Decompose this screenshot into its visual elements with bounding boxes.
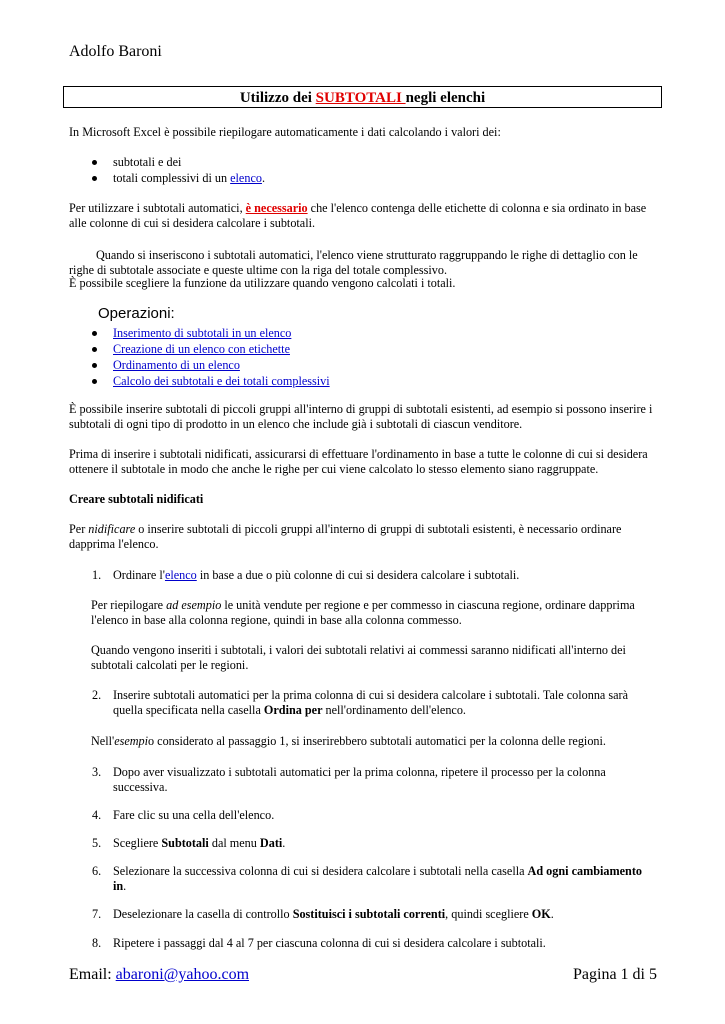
operations-heading: Operazioni:: [98, 305, 175, 322]
bullet-icon: [92, 176, 97, 181]
step-7: [92, 907, 652, 922]
text: o considerato al passaggio 1, si inserirebbero subtotali automatici per la colonna delle regioni.: [148, 734, 606, 748]
step-text: Fare clic su una cella dell'elenco.: [113, 808, 275, 822]
section-heading: Creare subtotali nidificati: [69, 492, 204, 506]
bold-text: Sostituisci i subtotali correnti: [292, 907, 446, 921]
list-item: [92, 154, 265, 170]
email-label: Email:: [69, 966, 116, 983]
sort-paragraph: Prima di inserire i subtotali nidificati, assicurarsi di effettuare l'ordinamento in base a tutte le colonne di cui si desidera ottenere il subtotale in modo che anche le righe per cui viene calcolato lo stesso elemento siano raggruppate.: [69, 447, 648, 476]
step-number: 7.: [92, 907, 102, 921]
required-paragraph: [69, 201, 659, 231]
list-item: [92, 357, 330, 373]
text: o inserire subtotali di piccoli gruppi all'interno di gruppi di subtotali esistenti, è necessario ordinare dapprima l'elenco.: [69, 522, 622, 551]
bullet-icon: [92, 160, 97, 165]
elenco-link[interactable]: elenco: [230, 171, 262, 185]
text: Selezionare la successiva colonna di cui si desidera calcolare i subtotali nella casella: [113, 864, 528, 878]
step-2: [92, 688, 652, 718]
step-4: [92, 808, 652, 823]
list-item: [92, 170, 265, 186]
text: Deselezionare la casella di controllo: [113, 907, 293, 921]
bullet-text: subtotali e dei: [113, 155, 182, 169]
intro-bullet-list: [92, 154, 265, 186]
step-number: 4.: [92, 808, 102, 822]
page-number: Pagina 1 di 5: [573, 966, 657, 983]
function-paragraph: È possibile scegliere la funzione da utilizzare quando vengono calcolati i totali.: [69, 276, 456, 290]
italic-text: nidificare: [88, 522, 136, 536]
text: dal menu: [208, 836, 260, 850]
step-1: [92, 568, 652, 583]
text: Per utilizzare i subtotali automatici,: [69, 201, 246, 215]
text: Scegliere: [113, 836, 162, 850]
bullet-icon: [92, 331, 97, 336]
text: che l'elenco contenga delle etichette di colonna e sia ordinato in base alle colonne di cui si desidera calcolare i subtotali.: [69, 201, 647, 230]
operation-link-insert[interactable]: Inserimento di subtotali in un elenco: [113, 326, 292, 340]
text: Per: [69, 522, 89, 536]
step-number: 1.: [92, 568, 102, 582]
step-text: Ripetere i passaggi dal 4 al 7 per ciascuna colonna di cui si desidera calcolare i subtotali.: [113, 936, 546, 950]
step-6: [92, 864, 652, 894]
text: Inserire subtotali automatici per la prima colonna di cui si desidera calcolare i subtotali. Tale colonna sarà quella specificata nella casella: [113, 688, 629, 717]
step-number: 6.: [92, 864, 102, 878]
operations-list: [92, 325, 330, 389]
text: .: [123, 879, 127, 893]
title-prefix: Utilizzo dei: [239, 90, 316, 106]
bullet-icon: [92, 363, 97, 368]
step-number: 3.: [92, 765, 102, 779]
footer-email: [69, 966, 249, 984]
operation-link-sort[interactable]: Ordinamento di un elenco: [113, 358, 240, 372]
bold-text: Ordina per: [263, 703, 323, 717]
step-number: 8.: [92, 936, 102, 950]
bold-text: Subtotali: [161, 836, 209, 850]
title-highlight: SUBTOTALI: [315, 90, 406, 106]
step-number: 2.: [92, 688, 102, 702]
list-item: [92, 325, 330, 341]
text: Nell': [91, 734, 115, 748]
step-text: Dopo aver visualizzato i subtotali automatici per la prima colonna, ripetere il processo per la colonna successiva.: [113, 765, 606, 794]
operation-link-calc[interactable]: Calcolo dei subtotali e dei totali complessivi: [113, 374, 330, 388]
italic-text: ad esempio: [166, 598, 222, 612]
required-highlight: è necessario: [245, 201, 308, 215]
text: Ordinare l': [113, 568, 165, 582]
nested-paragraph: È possibile inserire subtotali di piccoli gruppi all'interno di gruppi di subtotali esistenti, ad esempio si possono inserire i subtotali di ogni tipo di prodotto in un elenco che include già i subtotali di ciascun venditore.: [69, 402, 653, 431]
intro-paragraph: In Microsoft Excel è possibile riepilogare automaticamente i dati calcolando i valori dei:: [69, 125, 501, 139]
text: .: [282, 836, 286, 850]
text: le unità vendute per regione e per commesso in ciascuna regione, ordinare dapprima l'elenco in base alla colonna regione, quindi in base alla colonna commesso.: [91, 598, 635, 627]
step-number: 5.: [92, 836, 102, 850]
title-suffix: negli elenchi: [405, 90, 486, 106]
text: Per riepilogare: [91, 598, 167, 612]
list-item: [92, 373, 330, 389]
text: , quindi scegliere: [445, 907, 532, 921]
bullet-text-end: .: [261, 171, 265, 185]
step-3: [92, 765, 652, 795]
page-title: [63, 86, 662, 108]
bullet-text: totali complessivi di un: [113, 171, 231, 185]
text: .: [550, 907, 554, 921]
email-link[interactable]: abaroni@yahoo.com: [115, 966, 250, 983]
step-5: [92, 836, 652, 851]
text: nell'ordinamento dell'elenco.: [322, 703, 466, 717]
nest-intro-paragraph: [69, 522, 659, 552]
structure-paragraph: Quando si inseriscono i subtotali automatici, l'elenco viene strutturato raggruppando le righe di dettaglio con le righe di subtotale associate e queste ultime con la riga del totale complessivo.: [69, 248, 638, 277]
bold-text: Ad ogni cambiamento in: [113, 864, 642, 893]
bullet-icon: [92, 347, 97, 352]
step-1-note: Quando vengono inseriti i subtotali, i valori dei subtotali relativi ai commessi saranno nidificati all'interno dei subtotali calcolati per le regioni.: [91, 643, 626, 672]
bold-text: OK: [531, 907, 551, 921]
text: in base a due o più colonne di cui si desidera calcolare i subtotali.: [196, 568, 520, 582]
step-2-note: [91, 734, 656, 749]
header-author: Adolfo Baroni: [69, 43, 162, 60]
bold-text: Dati: [259, 836, 283, 850]
italic-text: esempi: [114, 734, 149, 748]
list-item: [92, 341, 330, 357]
step-8: [92, 936, 652, 951]
operation-link-create[interactable]: Creazione di un elenco con etichette: [113, 342, 290, 356]
bullet-icon: [92, 379, 97, 384]
step-1-example: [91, 598, 656, 628]
elenco-link[interactable]: elenco: [164, 568, 197, 582]
